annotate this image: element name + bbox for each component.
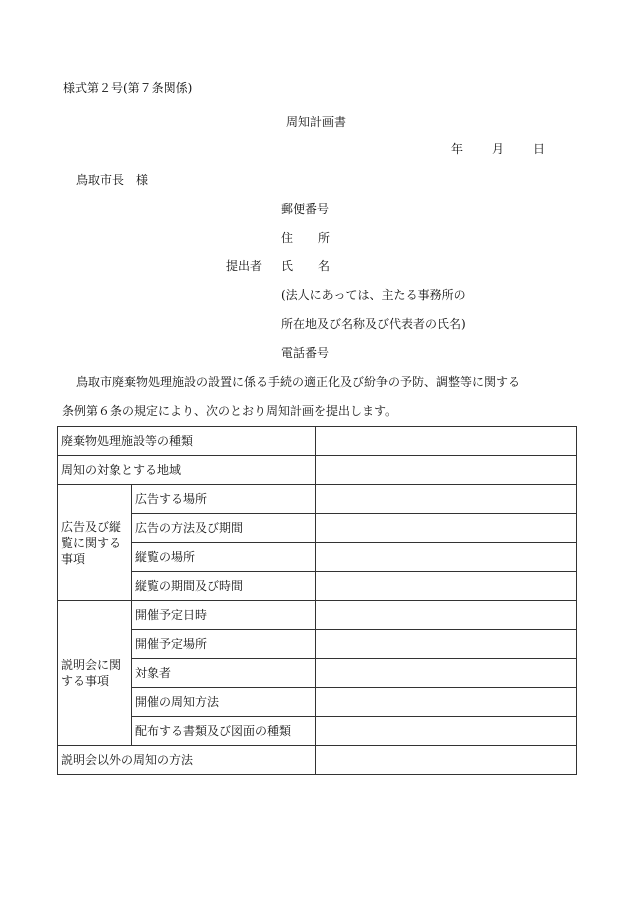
table-row — [58, 746, 577, 775]
advertising-method-label: 広告の方法及び期間 — [132, 514, 316, 543]
submitter-label: 提出者 — [226, 259, 263, 273]
notification-plan-table — [57, 426, 577, 775]
inspection-place-value[interactable] — [316, 543, 577, 572]
address-label-b: 所 — [318, 231, 331, 245]
facility-type-value[interactable] — [316, 427, 577, 456]
briefing-documents-label: 配布する書類及び図面の種類 — [132, 717, 316, 746]
phone-label: 電話番号 — [281, 346, 330, 360]
body-text-line2: 条例第６条の規定により、次のとおり周知計画を提出します。 — [62, 404, 398, 418]
briefing-group-line2: する事項 — [61, 674, 110, 688]
corporate-note-line1: (法人にあっては、主たる事務所の — [281, 288, 466, 302]
table-row — [58, 659, 577, 688]
target-area-label: 周知の対象とする地域 — [58, 456, 316, 485]
advertising-group-line3: 事項 — [61, 551, 86, 566]
date-year: 年 — [451, 142, 464, 156]
other-notice-method-label: 説明会以外の周知の方法 — [58, 746, 316, 775]
table-row — [58, 543, 577, 572]
advertising-method-value[interactable] — [316, 514, 577, 543]
form-number: 様式第２号(第７条関係) — [63, 81, 193, 95]
briefing-group-line1: 説明会に関 — [61, 658, 122, 672]
table-row — [58, 427, 577, 456]
addressee: 鳥取市長 様 — [76, 173, 149, 187]
briefing-group-label — [58, 601, 132, 746]
advertising-group-label — [58, 485, 132, 601]
corporate-note-line2: 所在地及び名称及び代表者の氏名) — [281, 317, 466, 331]
name-label-b: 名 — [318, 259, 331, 273]
briefing-audience-label: 対象者 — [132, 659, 316, 688]
table-row — [58, 688, 577, 717]
table-row — [58, 572, 577, 601]
date-month: 月 — [492, 142, 505, 156]
briefing-notice-method-value[interactable] — [316, 688, 577, 717]
table-row — [58, 514, 577, 543]
name-label-a: 氏 — [281, 259, 294, 273]
table-row — [58, 630, 577, 659]
date-day: 日 — [533, 142, 546, 156]
briefing-datetime-label: 開催予定日時 — [132, 601, 316, 630]
inspection-place-label: 縦覧の場所 — [132, 543, 316, 572]
advertising-place-value[interactable] — [316, 485, 577, 514]
address-label-a: 住 — [281, 231, 294, 245]
briefing-notice-method-label: 開催の周知方法 — [132, 688, 316, 717]
briefing-datetime-value[interactable] — [316, 601, 577, 630]
briefing-audience-value[interactable] — [316, 659, 577, 688]
target-area-value[interactable] — [316, 456, 577, 485]
page-title: 周知計画書 — [286, 115, 347, 129]
body-text-line1: 鳥取市廃棄物処理施設の設置に係る手続の適正化及び紛争の予防、調整等に関する — [76, 375, 521, 389]
table-row — [58, 717, 577, 746]
postal-code-label: 郵便番号 — [281, 202, 330, 216]
other-notice-method-value[interactable] — [316, 746, 577, 775]
table-row — [58, 456, 577, 485]
advertising-group-line2: 覧に関する — [61, 535, 122, 550]
facility-type-label: 廃棄物処理施設等の種類 — [58, 427, 316, 456]
briefing-venue-label: 開催予定場所 — [132, 630, 316, 659]
advertising-place-label: 広告する場所 — [132, 485, 316, 514]
inspection-period-label: 縦覧の期間及び時間 — [132, 572, 316, 601]
table-row — [58, 601, 577, 630]
briefing-venue-value[interactable] — [316, 630, 577, 659]
advertising-group-line1: 広告及び縦 — [61, 519, 122, 534]
table-row — [58, 485, 577, 514]
inspection-period-value[interactable] — [316, 572, 577, 601]
briefing-documents-value[interactable] — [316, 717, 577, 746]
